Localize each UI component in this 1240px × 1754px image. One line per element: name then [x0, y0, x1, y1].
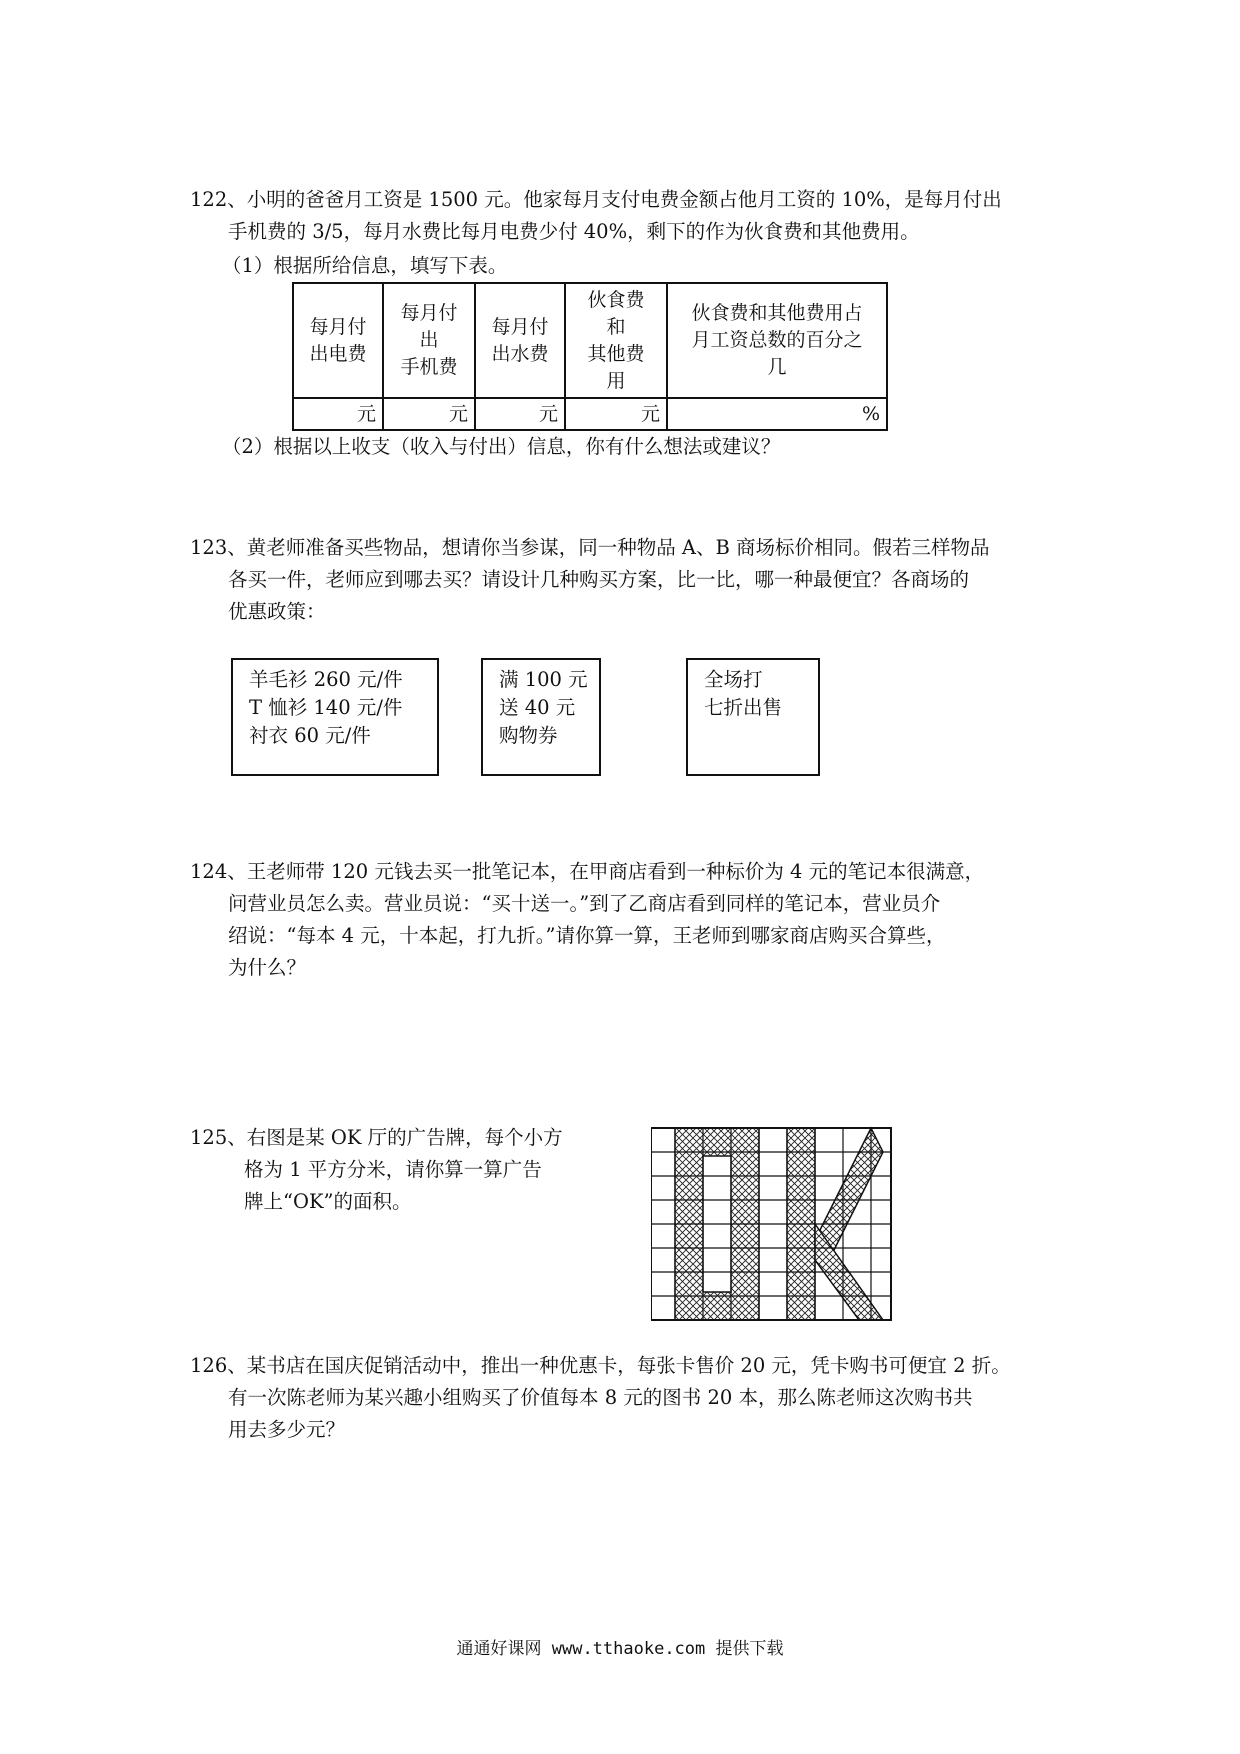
answer-cell-electricity[interactable]: 元 — [293, 398, 383, 430]
q122-line1: 122、小明的爸爸月工资是 1500 元。他家每月支付电费金额占他月工资的 10%，是每月付出 — [190, 188, 1002, 211]
price-shirt: 衬衣 60 元/件 — [249, 724, 371, 747]
policy-a-line2: 送 40 元 — [499, 696, 576, 719]
q125-line1: 125、右图是某 OK 厅的广告牌，每个小方 — [190, 1126, 563, 1149]
q124-line1: 124、王老师带 120 元钱去买一批笔记本，在甲商店看到一种标价为 4 元的笔记本很满意， — [190, 860, 985, 883]
header-food-other: 伙食费 和 其他费 用 — [565, 283, 667, 398]
q125-line2: 格为 1 平方分米，请你算一算广告 — [244, 1158, 542, 1181]
answer-cell-food-other[interactable]: 元 — [565, 398, 667, 430]
q123-line3: 优惠政策： — [228, 600, 326, 623]
q122-part2: （2）根据以上收支（收入与付出）信息，你有什么想法或建议？ — [222, 435, 781, 458]
answer-cell-phone[interactable]: 元 — [383, 398, 475, 430]
header-phone: 每月付 出 手机费 — [383, 283, 475, 398]
policy-a-line1: 满 100 元 — [499, 668, 588, 691]
policy-b-line2: 七折出售 — [704, 696, 783, 719]
q124-line4: 为什么？ — [228, 956, 307, 979]
q122-part1: （1）根据所给信息，填写下表。 — [222, 254, 508, 277]
answer-cell-percent[interactable]: % — [667, 398, 887, 430]
q125-line3: 牌上“OK”的面积。 — [244, 1190, 412, 1213]
header-water: 每月付 出水费 — [475, 283, 565, 398]
policy-b-line1: 全场打 — [704, 668, 763, 691]
ok-sign-grid — [651, 1124, 899, 1352]
q126-line2: 有一次陈老师为某兴趣小组购买了价值每本 8 元的图书 20 本，那么陈老师这次购书共 — [228, 1386, 973, 1409]
mall-a-policy-box — [481, 658, 601, 776]
page-footer: 通通好课网 www.tthaoke.com 提供下载 — [456, 1639, 784, 1659]
price-t-shirt: T 恤衫 140 元/件 — [249, 696, 403, 719]
q124-line2: 问营业员怎么卖。营业员说：“买十送一。”到了乙商店看到同样的笔记本，营业员介 — [228, 892, 941, 915]
mall-b-policy-box — [686, 658, 820, 776]
q122-line2: 手机费的 3/5，每月水费比每月电费少付 40%，剩下的作为伙食费和其他费用。 — [228, 220, 920, 243]
price-list-box — [231, 658, 439, 776]
header-percent: 伙食费和其他费用占 月工资总数的百分之 几 — [667, 283, 887, 398]
q124-line3: 绍说：“每本 4 元，十本起，打九折。”请你算一算，王老师到哪家商店购买合算些， — [228, 924, 946, 947]
policy-a-line3: 购物券 — [499, 724, 558, 747]
fee-table — [292, 282, 888, 431]
q126-line1: 126、某书店在国庆促销活动中，推出一种优惠卡，每张卡售价 20 元，凭卡购书可便宜 2 折。 — [190, 1354, 1011, 1377]
answer-cell-water[interactable]: 元 — [475, 398, 565, 430]
q126-line3: 用去多少元？ — [228, 1418, 346, 1441]
price-wool-sweater: 羊毛衫 260 元/件 — [249, 668, 403, 691]
q123-line2: 各买一件，老师应到哪去买？请设计几种购买方案，比一比，哪一种最便宜？各商场的 — [228, 568, 970, 591]
header-electricity: 每月付 出电费 — [293, 283, 383, 398]
q123-line1: 123、黄老师准备买些物品，想请你当参谋，同一种物品 A、B 商场标价相同。假若三样物品 — [190, 536, 990, 559]
